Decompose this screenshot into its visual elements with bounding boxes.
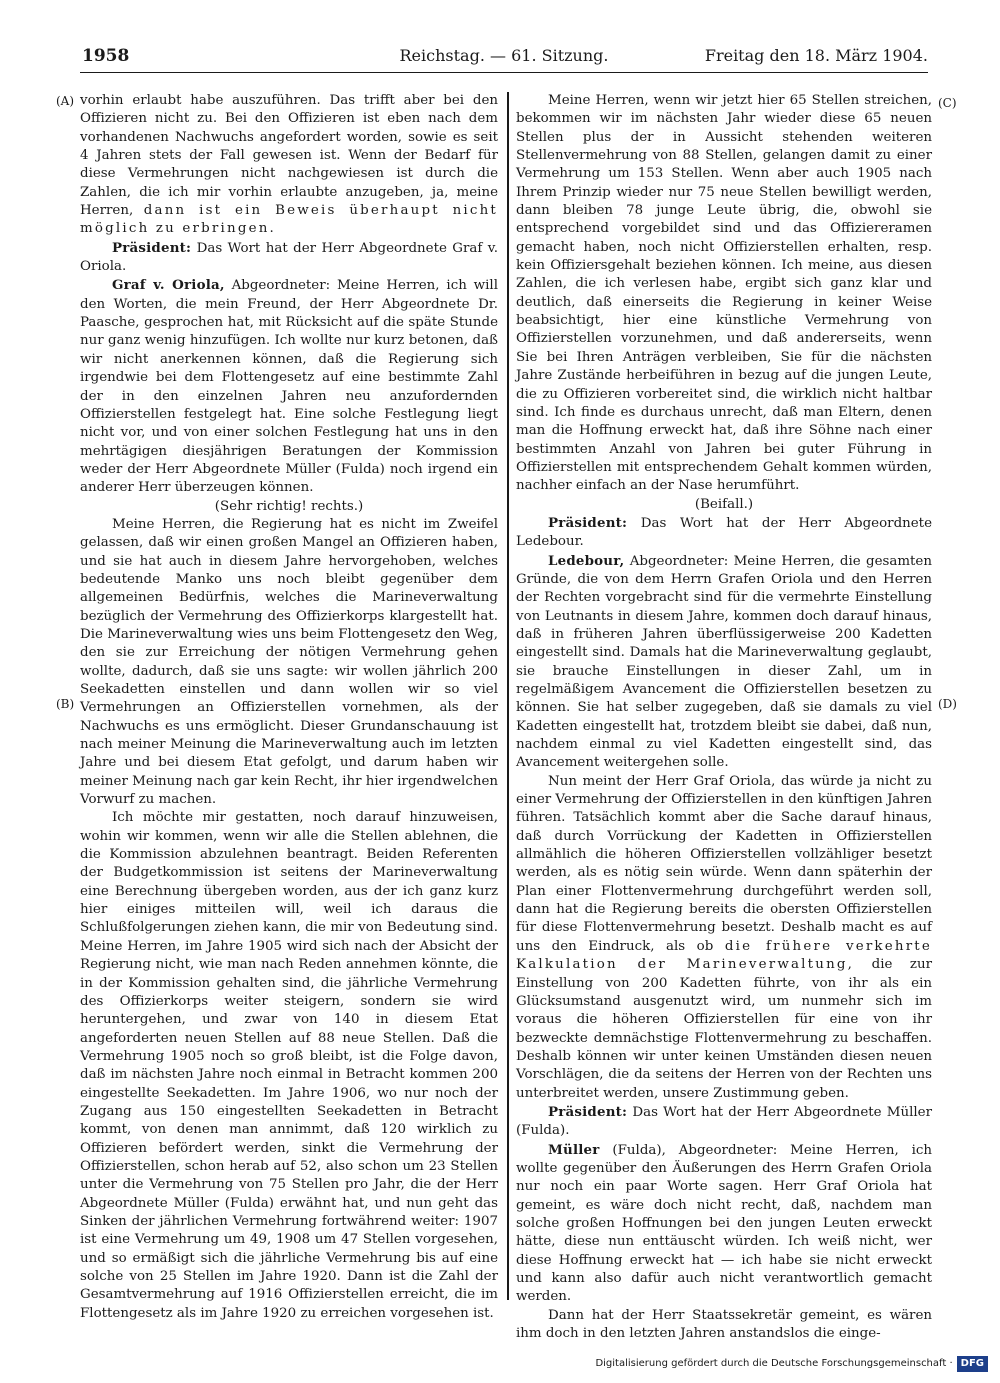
running-title: Reichstag. — 61. Sitzung.	[399, 46, 609, 65]
emphasized-text: dann ist ein Beweis überhaupt nicht möglich zu erbringen.	[80, 203, 498, 237]
speaker-name: Graf v. Oriola,	[112, 277, 225, 294]
paragraph: Ich möchte mir gestatten, noch darauf hinzuweisen, wohin wir kommen, wenn wir alle die Stellen ablehnen, die die Kommission abzulehnen beantragt. Beiden Referenten der Budgetkommission ist seitens der Marineverwaltung eine Berechnung übergeben worden, aus der ich ganz kurz hier einiges mitteilen will, weil ich daraus die Schlußfolgerungen ziehen kann, die mir von Bedeutung sind. Meine Herren, im Jahre 1905 wird sich nach der Absicht der Regierung nicht, wie man nach Reden annehmen könnte, die in der Kommission gehalten sind, die jährliche Vermehrung des Offizierkorps weiter steigern, sondern sie wird heruntergehen, und zwar von 140 in diesem Etat angeforderten neuen Stellen auf 88 neue Stellen. Daß die Vermehrung 1905 noch so groß bleibt, ist die Folge davon, daß im nächsten Jahre noch einmal in Betracht kommen 200 eingestellte Seekadetten. Im Jahre 1906, wo nur noch der Zugang aus 150 eingestellten Seekadetten in Betracht kommt, von denen man annimmt, daß 120 wirklich zu Offizieren befördert werden, sinkt die Vermehrung der Offizierstellen, schon herab auf 52, also schon um 23 Stellen unter die Vermehrung von 75 Stellen pro Jahr, die der Herr Abgeordnete Müller (Fulda) erwähnt hat, und nun geht das Sinken der jährlichen Vermehrung fortwährend weiter: 1907 ist eine Vermehrung um 49, 1908 um 47 Stellen vorgesehen, und so ermäßigt sich die jährliche Vermehrung bis auf eine solche von 25 Stellen im Jahre 1920. Dann ist die Zahl der Gesamtvermehrung auf 1916 Offizierstellen erreicht, die im Flottengesetz als im Jahre 1920 zu erreichen vorgesehen ist.	[80, 810, 498, 1321]
dfg-logo: DFG	[957, 1356, 988, 1372]
speaker-paragraph: Präsident: Das Wort hat der Herr Abgeordnete Müller (Fulda).	[516, 1103, 932, 1139]
speaker-name: Präsident:	[548, 514, 628, 531]
emphasized-text: die frühere verkehrte Kalkulation der Marineverwaltung,	[516, 938, 933, 973]
running-header	[80, 44, 928, 73]
column-divider	[507, 92, 509, 1300]
margin-mark-b: (B)	[56, 697, 75, 711]
interjection: (Beifall.)	[694, 496, 754, 512]
speaker-name: Präsident:	[112, 239, 192, 256]
paragraph: Dann hat der Herr Staatssekretär gemeint, es wären ihm doch in den letzten Jahren anstandslos die einge-	[516, 1307, 932, 1342]
speaker-paragraph: Präsident: Das Wort hat der Herr Abgeordnete Ledebour.	[516, 514, 932, 550]
paragraph: Meine Herren, die Regierung hat es nicht im Zweifel gelassen, daß wir einen großen Mangel an Offizieren haben, und sie hat auch in diesem Jahre hervorgehoben, welches bedeutende Manko uns noch bleibt gegenüber dem allgemeinen Bedürfnis, welches die Marineverwaltung bezüglich der Vermehrung des Offizierkorps klargestellt hat. Die Marineverwaltung wies uns beim Flottengesetz den Weg, den sie zur Erreichung der nötigen Vermehrung gehen wollte, dadurch, daß sie uns sagte: wir wollen jährlich 200 Seekadetten einstellen und dann wollen wir so viel Vermehrungen an Offizierstellen vornehmen, als der Nachwuchs es uns ermöglicht. Dieser Grundanschauung ist nach meiner Meinung die Marineverwaltung auch im letzten Jahre und bei diesem Etat gefolgt, und darum haben wir meiner Meinung nach gar kein Recht, ihr hier irgendwelchen Vorwurf zu machen.	[80, 516, 498, 808]
margin-mark-c: (C)	[938, 96, 957, 110]
speaker-name: Müller	[548, 1141, 600, 1158]
speaker-paragraph: Präsident: Das Wort hat der Herr Abgeordnete Graf v. Oriola.	[80, 239, 498, 275]
left-column	[80, 92, 498, 1323]
funding-footer	[595, 1354, 988, 1374]
speaker-paragraph: Graf v. Oriola, Abgeordneter: Meine Herren, ich will den Worten, die mein Freund, der Herr Abgeordnete Dr. Paasche, gesprochen hat, mit Rücksicht auf die späte Stunde nur ganz wenig hinzufügen. Ich wollte nur kurz betonen, daß wir nicht anerkennen können, daß die Regierung sich irgendwie bei dem Flottengesetz auf eine bestimmte Zahl der in den einzelnen Jahren neu anzufordernden Offizierstellen festgelegt hat. Eine solche Festlegung liegt nicht vor, und von einer solchen Festlegung hat uns in den mehrtägigen diesjährigen Beratungen der Kommission weder der Herr Abgeordnete Müller (Fulda) noch irgend ein anderer Herr überzeugen können.	[80, 277, 498, 496]
margin-mark-d: (D)	[938, 697, 957, 711]
margin-mark-a: (A)	[56, 94, 75, 108]
paragraph: vorhin erlaubt habe auszuführen. Das trifft aber bei den Offizieren nicht zu. Bei den Offizieren ist eben nach dem vorhandenen Nachwuchs angefordert worden, sowie es seit 4 Jahren stets der Fall gewesen ist. Wenn der Bedarf für diese Vermehrungen nicht nachgewiesen ist durch die Zahlen, die ich mir vorhin erlaubte anzugeben, ja, meine Herren, dann ist ein Beweis überhaupt nicht möglich zu erbringen.	[80, 93, 498, 237]
speaker-paragraph: Ledebour, Abgeordneter: Meine Herren, die gesamten Gründe, die von dem Herrn Grafen Oriola und den Herren der Rechten vorgebracht sind für die vermehrte Einstellung von Leutnants in diesem Jahre, kommen doch darauf hinaus, daß in früheren Jahren überflüssigerweise 200 Kadetten eingestellt sind. Damals hat die Marineverwaltung geglaubt, sie brauche Einstellungen in dieser Zahl, um in regelmäßigem Avancement die Offizierstellen besetzen zu können. Sie hat selber zugegeben, daß sie damals zu viel Kadetten eingestellt hat, trotzdem bleibt sie dabei, daß nun, nachdem einmal zu viel Kadetten eingestellt sind, das Avancement weitergehen solle.	[516, 552, 932, 771]
page-number: 1958	[82, 46, 130, 66]
right-column	[516, 92, 932, 1343]
paragraph: Nun meint der Herr Graf Oriola, das würde ja nicht zu einer Vermehrung der Offizierstellen in den künftigen Jahren führen. Tatsächlich kommt aber die Sache darauf hinaus, daß durch Vorrückung der Kadetten in Offizierstellen allmählich die höheren Offizierstellen vollzähliger besetzt werden, als es nötig sein würde. Wenn dann späterhin der Plan einer Flottenvermehrung durchgeführt werden soll, dann hat die Regierung bereits die obersten Offizierstellen für diese Flottenvermehrung besetzt. Deshalb macht es auf uns den Eindruck, als ob die frühere verkehrte Kalkulation der Marineverwaltung, die zur Einstellung von 200 Kadetten führte, von ihr als ein Glücksumstand ausgenutzt wird, um nunmehr sich im voraus die höheren Offizierstellen für eine von ihr bezweckte demnächstige Flottenvermehrung zu beschaffen. Deshalb können wir unter keinen Umständen diesen neuen Vorschlägen, die da seitens der Herren von der Rechten uns unterbreitet werden, unsere Zustimmung geben.	[516, 773, 933, 1101]
paragraph: Meine Herren, wenn wir jetzt hier 65 Stellen streichen, bekommen wir im nächsten Jahr wieder diese 65 neuen Stellen plus der in Aussicht stehenden weiteren Stellenvermehrung von 88 Stellen, gelangen damit zu einer Vermehrung um 153 Stellen. Wenn aber auch 1905 nach Ihrem Prinzip wieder nur 75 neue Stellen bewilligt werden, dann bleiben 78 junge Leute übrig, die, obwohl sie entsprechend vorgebildet sind und das Offiziereramen gemacht haben, noch nicht Offizierstellen erhalten, resp. kein Offiziersgehalt beziehen können. Ich meine, aus diesen Zahlen, die ich verlesen habe, ergibt sich ganz klar und deutlich, daß einerseits die Regierung in keiner Weise beabsichtigt, hier eine künstliche Vermehrung von Offizierstellen vorzunehmen, und daß andererseits, wenn Sie bei Ihren Anträgen verbleiben, Sie für die nächsten Jahre Zustände herbeiführen in bezug auf die jungen Leute, die zu Offizieren vorbereitet sind, die wirklich nicht haltbar sind. Ich finde es durchaus unrecht, daß man Eltern, denen man die Hoffnung erweckt hat, daß ihre Söhne nach einer bestimmten Anzahl von Jahren bei guter Führung in Offizierstellen mit entsprechendem Gehalt kommen würden, nachher einfach an der Nase herumführt.	[516, 93, 932, 494]
speaker-name: Ledebour,	[548, 552, 625, 569]
speaker-name: Präsident:	[548, 1103, 628, 1120]
session-date: Freitag den 18. März 1904.	[704, 46, 928, 65]
funding-note: Digitalisierung gefördert durch die Deutsche Forschungsgemeinschaft ·	[595, 1358, 953, 1369]
speaker-paragraph: Müller (Fulda), Abgeordneter: Meine Herren, ich wollte gegenüber den Äußerungen des Herrn Grafen Oriola nur noch ein paar Worte sagen. Herr Graf Oriola hat gemeint, es wäre doch nicht recht, daß, nachdem man solche großen Hoffnungen bei den jungen Leuten erweckt hätte, diese nun enttäuscht würden. Ich weiß nicht, wer diese Hoffnung erweckt hat — ich habe sie nicht erweckt und kann also dafür auch nicht verantwortlich gemacht werden.	[516, 1141, 933, 1305]
interjection: (Sehr richtig! rechts.)	[214, 498, 364, 514]
